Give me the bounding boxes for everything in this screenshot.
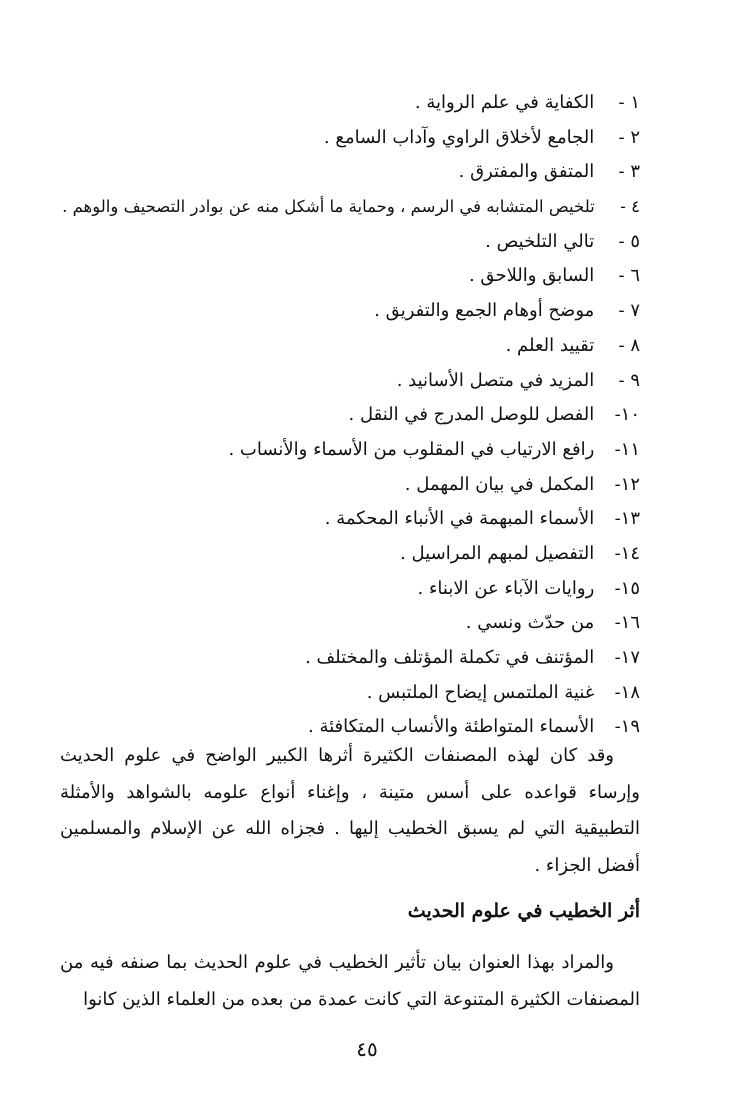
list-item — [60, 502, 640, 537]
page-number: ٤٥ — [356, 1037, 378, 1061]
list-item — [60, 225, 640, 260]
item-title: المكمل في بيان المهمل . — [404, 473, 595, 495]
works-list — [60, 86, 640, 745]
list-item — [60, 641, 640, 676]
item-number: ١٤- — [614, 542, 640, 564]
item-number: ٦ - — [618, 265, 640, 287]
item-number: ١١- — [614, 438, 640, 460]
item-title: الأسماء المبهمة في الأنباء المحكمة . — [324, 508, 595, 530]
item-title: التفصيل لمبهم المراسيل . — [400, 542, 595, 564]
item-title: الفصل للوصل المدرج في النقل . — [348, 404, 595, 426]
item-title: رافع الارتياب في المقلوب من الأسماء والأنساب . — [228, 438, 595, 460]
list-item — [60, 190, 640, 225]
item-title: الجامع لأخلاق الراوي وآداب السامع . — [323, 126, 595, 148]
paragraph-text: وقد كان لهذه المصنفات الكثيرة أثرها الكبير الواضح في علوم الحديث وإرساء قواعده على أسس متينة ، وإغناء أنواع علومه بالشواهد والأمثلة التطبيقية التي لم يسبق الخطيب إليها . فجزاه الله عن الإسلام والمسلمين أفضل الجزاء . — [60, 745, 641, 876]
item-number: ١٥- — [614, 577, 640, 599]
item-number: ٣ - — [618, 161, 640, 183]
body-paragraph — [60, 738, 640, 884]
item-title: من حدّث ونسي . — [465, 612, 595, 634]
list-item — [60, 86, 640, 121]
item-number: ٧ - — [618, 300, 640, 322]
item-title: الأسماء المتواطئة والأنساب المتكافئة . — [308, 716, 595, 738]
item-number: ٤ - — [620, 197, 640, 217]
item-title: تالي التلخيص . — [485, 230, 595, 252]
list-item — [60, 121, 640, 156]
item-number: ٩ - — [618, 369, 640, 391]
item-number: ١٩- — [614, 716, 640, 738]
item-number: ١٨- — [614, 681, 640, 703]
list-item — [60, 155, 640, 190]
item-number: ١٣- — [614, 508, 640, 530]
item-title: المزيد في متصل الأسانيد . — [396, 369, 595, 391]
item-title: الكفاية في علم الرواية . — [414, 92, 595, 113]
list-item — [60, 606, 640, 641]
list-item — [60, 468, 640, 503]
list-item — [60, 364, 640, 399]
list-item — [60, 572, 640, 607]
list-item — [60, 676, 640, 711]
item-title: روايات الآباء عن الابناء . — [417, 577, 595, 599]
item-title: تقييد العلم . — [505, 334, 595, 356]
paragraph-text: والمراد بهذا العنوان بيان تأثير الخطيب في علوم الحديث بما صنفه فيه من المصنفات الكثيرة المتنوعة التي كانت عمدة من بعده من العلماء الذين كانوا — [60, 952, 640, 1010]
item-number: ٥ - — [618, 230, 640, 252]
list-item — [60, 259, 640, 294]
item-title: موضح أوهام الجمع والتفريق . — [374, 300, 595, 322]
body-paragraph — [60, 945, 640, 1018]
section-heading: أثر الخطيب في علوم الحديث — [407, 900, 640, 922]
item-number: ٢ - — [618, 126, 640, 148]
item-title: المؤتنف في تكملة المؤتلف والمختلف . — [305, 647, 595, 668]
list-item — [60, 433, 640, 468]
item-title: السابق واللاحق . — [468, 265, 595, 287]
list-item — [60, 537, 640, 572]
item-number: ١ - — [618, 92, 640, 113]
list-item — [60, 294, 640, 329]
item-number: ١٧- — [614, 647, 640, 668]
list-item — [60, 398, 640, 433]
item-number: ٨ - — [618, 334, 640, 356]
list-item — [60, 329, 640, 364]
item-title: المتفق والمفترق . — [458, 161, 595, 183]
item-number: ١٠- — [614, 404, 640, 426]
item-number: ١٢- — [614, 473, 640, 495]
item-number: ١٦- — [614, 612, 640, 634]
item-title: تلخيص المتشابه في الرسم ، وحماية ما أشكل منه عن بوادر التصحيف والوهم . — [62, 197, 595, 217]
item-title: غنية الملتمس إيضاح الملتبس . — [366, 681, 595, 703]
